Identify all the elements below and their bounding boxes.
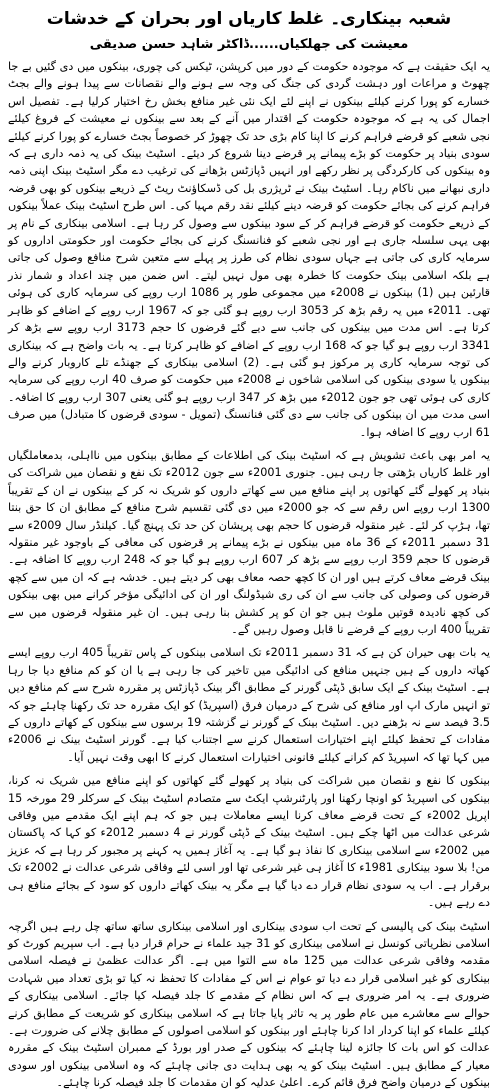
article-paragraph: یہ بات بھی حیران کن ہے کہ 31 دسمبر 2011ء تک اسلامی بینکوں کے پاس تقریباً 405 ارب روپے ایسے کھاتہ داروں کے ہیں جنہیں منافع کی ادائیگی میں تاخیر کی جا رہی ہے یا ان کو کم منافع دیا جا رہا ہے۔ اسٹیٹ بینک کے ایک سابق ڈپٹی گورنر کے مطابق اگر بینک ڈپازٹس پر مقررہ شرح سے کم منافع دیں تو انہیں مارک اپ اور منافع کی شرح کے درمیان فرق (اسپریڈ) کو ایک مقررہ حد تک رکھنا چاہئے جو کہ 3.5 فیصد سے نہ بڑھنے دیں۔ اسٹیٹ بینک کے گورنر نے گزشتہ 19 برسوں سے بینکوں کے کھاتے داروں کے مفادات کے تحفظ کیلئے اپنے اختیارات استعمال کرنے سے اجتناب کیا ہے۔ گورنر اسٹیٹ بینک نے 2006ء میں کہا تھا کہ اسپریڈ کم کرانے کیلئے قانونی اختیارات استعمال کرنے کا ابھی وقت نہیں آیا۔	[8, 646, 491, 764]
article-paragraph: یہ امر بھی باعث تشویش ہے کہ اسٹیٹ بینک کی اطلاعات کے مطابق بینکوں میں نااہلی، بدمعاملگیاں اور غلط کاریاں بڑھتی جا رہی ہیں۔ جنوری 2001ء سے جون 2012ء تک نفع و نقصان میں شراکت کی بنیاد پر کھولے گئے کھاتوں پر اپنے منافع میں سے کھاتے داروں کو شریک نہ کر کے بینکوں نے ان کے تقریباً 1300 ارب روپے اس رقم سے کہ جو 2000ء میں دی گئی تقسیم شرح منافع کے مطابق ان کا حق بنتا تھا، ہڑپ کر لئے۔ غیر منقولہ قرضوں کا حجم بھی پریشان کن حد تک پہنچ گیا۔ کیلنڈر سال 2009ء سے 31 دسمبر 2011ء کے 36 ماہ میں بینکوں نے بڑے پیمانے پر قرضوں کی معافی کے باوجود غیر منقولہ قرضوں کا حجم 359 ارب روپے سے بڑھ کر 607 ارب روپے ہو گیا جو کہ 248 ارب روپے کا اضافہ ہے۔ بینک قرضے معاف کرتے ہیں اور ان کا کچھ حصہ معاف بھی کر دیتے ہیں۔ خدشہ ہے کہ ان میں سے کچھ قرضوں کی وصولی کی جانب سے ان کی ری شیڈولنگ اور ان کی ادائیگی مؤخر کرانے میں بھی بینکوں کی کچھ نادیدہ قوتیں ملوث ہیں جو ان کو پر کشش بنا رہی ہیں۔ ان غیر منقولہ قرضوں میں سے تقریباً 400 ارب روپے کے قرضے نا قابل وصول رہیں گے۔	[8, 448, 490, 636]
article-paragraph: بینکوں کا نفع و نقصان میں شراکت کی بنیاد پر کھولے گئے کھاتوں کو اپنے منافع میں شریک نہ کرنا، بینکوں کی اسپریڈ کو اونچا رکھنا اور پارٹنرشپ ایکٹ سے متصادم اسٹیٹ بینک کے سرکلر 29 مورخہ 15 اپریل 2002ء کے تحت قرضے معاف کرنا ایسے معاملات ہیں جو کہ ہم اپنے ایک مقدمے میں وفاقی شرعی عدالت میں اٹھا چکے ہیں۔ اسٹیٹ بینک کے ڈپٹی گورنر نے 4 دسمبر 2012ء کو کہا کہ پاکستان میں 2002ء سے اسلامی بینکاری کا نفاذ ہو گیا ہے۔ یہ آغاز ہمیں یہ کہنے پر مجبور کر رہا ہے کہ عزیز من! بلا سود بینکاری 1981ء کا آغاز ہی غیر شرعی تھا اور اسی لئے وفاقی شرعی عدالت نے 2002ء تک برقرار ہے۔ اب یہ سودی نظام قرار دے دیا گیا ہے مگر یہ بینک کھاتے داروں کو سود کے بجائے منافع ہی دے رہے ہیں۔	[8, 774, 491, 910]
article-byline: معیشت کی جھلکیاں......ڈاکٹر شاہد حسن صدیقی	[89, 37, 409, 52]
article-paragraph: یہ ایک حقیقت ہے کہ موجودہ حکومت کے دور میں کرپشن، ٹیکس کی چوری، بینکوں میں دی گئیں بے جا چھوٹ و مراعات اور دہشت گردی کی جنگ کی وجہ سے ہونے والے نقصانات سے پیدا ہونے والے بجٹ خسارے کو پورا کرنے کیلئے بینکوں نے اپنے لئے ایک نئی غیر منافع بخش رخ اختیار کرلیا ہے۔ تفصیل اس اجمال کی یہ ہے کہ موجودہ حکومت کے اقتدار میں آنے کے بعد سے بینکوں نے معیشت کے فروغ کیلئے نجی شعبے کو قرضے فراہم کرنے کا اپنا کام بڑی حد تک چھوڑ کر خصوصاً بجٹ خسارے کو پورا کرنے کیلئے سودی بنیاد پر حکومت کو بڑے پیمانے پر قرضے دینا شروع کر دیئے۔ اسٹیٹ بینک کی یہ ذمہ داری ہے کہ وہ بینکوں کی کارکردگی پر نظر رکھے اور انہیں ڈپازٹس بڑھانے کی ترغیب دے مگر اسٹیٹ بینک اپنی ذمہ داری نبھانے میں ناکام رہا۔ اسٹیٹ بینک نے ٹریژری بل کی ڈسکاؤنٹ ریٹ کے ذریعے بینکوں کو بھی قرضہ فراہم کرنے کی بجائے حکومت کو قرضہ دینے کیلئے نقد رقم مہیا کی۔ اس طرح اسٹیٹ بینک عملاً بینکوں کے ذریعے حکومت کو قرضے فراہم کر کے سود بینکوں سے وصول کر رہا ہے۔ اسلامی بینکاری کے نام پر بھی یہی سلسلہ جاری ہے اور نجی شعبے کو فنانسنگ کرنے کی بجائے حکومت اور حکومتی اداروں کو سرمایہ کاری کی جاتی ہے جہاں سودی نظام کی طرز پر پہلے سے متعین شرح منافع وصول کی جاتی ہے بلکہ اسلامی بینک حکومت کا خطرہ بھی مول نہیں لیتے۔ اس ضمن میں چند اعداد و شمار نذر قارئین ہیں (1) بینکوں نے 2008ء میں مجموعی طور پر 1086 ارب روپے کی سرمایہ کاری کی ہوئی تھی۔ 2011ء میں یہ رقم بڑھ کر 3053 ارب روپے ہو گئی جو کہ 1967 ارب روپے کے اضافے کو ظاہر کرتا ہے۔ اس مدت میں بینکوں کی جانب سے دیے گئے قرضوں کا حجم 3173 ارب روپے سے بڑھ کر 3341 ارب روپے ہو گیا جو کہ 168 ارب روپے کے اضافے کو ظاہر کرتا ہے۔ یہ بات واضح ہے کہ بینکاری کی توجہ سرمایہ کاری پر مرکوز ہو گئی ہے۔ (2) اسلامی بینکاری کے جھنڈے تلے کاروبار کرنے والے بینکوں یا سودی بینکوں کی اسلامی شاخوں نے 2008ء میں حکومت کو صرف 40 ارب روپے کی سرمایہ کاری کی ہوئی تھی جو جون 2012ء میں بڑھ کر 347 ارب روپے ہو گئی یعنی 307 ارب روپے کا اضافہ۔ اسی مدت میں ان بینکوں کی جانب سے دی گئی فنانسنگ (تمویل - سودی قرضوں کا متبادل) میں صرف 61 ارب روپے کا اضافہ ہوا۔	[8, 60, 491, 439]
article-paragraph: اسٹیٹ بینک کی پالیسی کے تحت اب سودی بینکاری اور اسلامی بینکاری ساتھ ساتھ چل رہے ہیں اگرچہ اسلامی نظریاتی کونسل نے اسلامی بینکاری کو 31 جید علماء نے حرام قرار دیا ہے۔ اب سپریم کورٹ کو مقدمہ وفاقی شرعی عدالت میں 125 ماہ سے التوا میں ہے۔ اگر عدالت عظمیٰ نے فیصلہ اسلامی بینکاری کو غیر اسلامی قرار دے دیا تو عوام نے اس کے مفادات کا تحفظ نہ کیا تو بڑی تعداد میں شہادت ضروری ہے۔ یہ امر ضروری ہے کہ اس نظام کے مقدمے کا جلد فیصلہ کیا جائے۔ اسلامی بینکاری کے حوالے سے معاشرے میں عام طور پر یہ تاثر پایا جاتا ہے کہ اسلامی بینکاری کو شریعت کے مطابق کرنے کیلئے علماء کو اپنا کردار ادا کرنا چاہئے اور بینکوں کو اسلامی اصولوں کے مطابق چلانے کی ضرورت ہے۔ عدالت کو اس بات کا جائزہ لینا چاہئے کہ بینکوں کے صدر اور بورڈ کے ممبران اسٹیٹ بینک کے مقررہ معیار کے مطابق ہیں۔ اسٹیٹ بینک کو یہ بھی ہدایت دی جانی چاہئے کہ وہ اسلامی بینکوں اور سودی بینکوں کے درمیان واضح فرق قائم کرے۔ اعلیٰ عدلیہ کو ان مقدمات کا جلد فیصلہ کرنا چاہئے۔	[8, 919, 491, 1090]
article-body	[8, 58, 491, 1090]
article-headline: شعبہ بینکاری۔ غلط کاریاں اور بحران کے خدشات	[46, 9, 452, 29]
